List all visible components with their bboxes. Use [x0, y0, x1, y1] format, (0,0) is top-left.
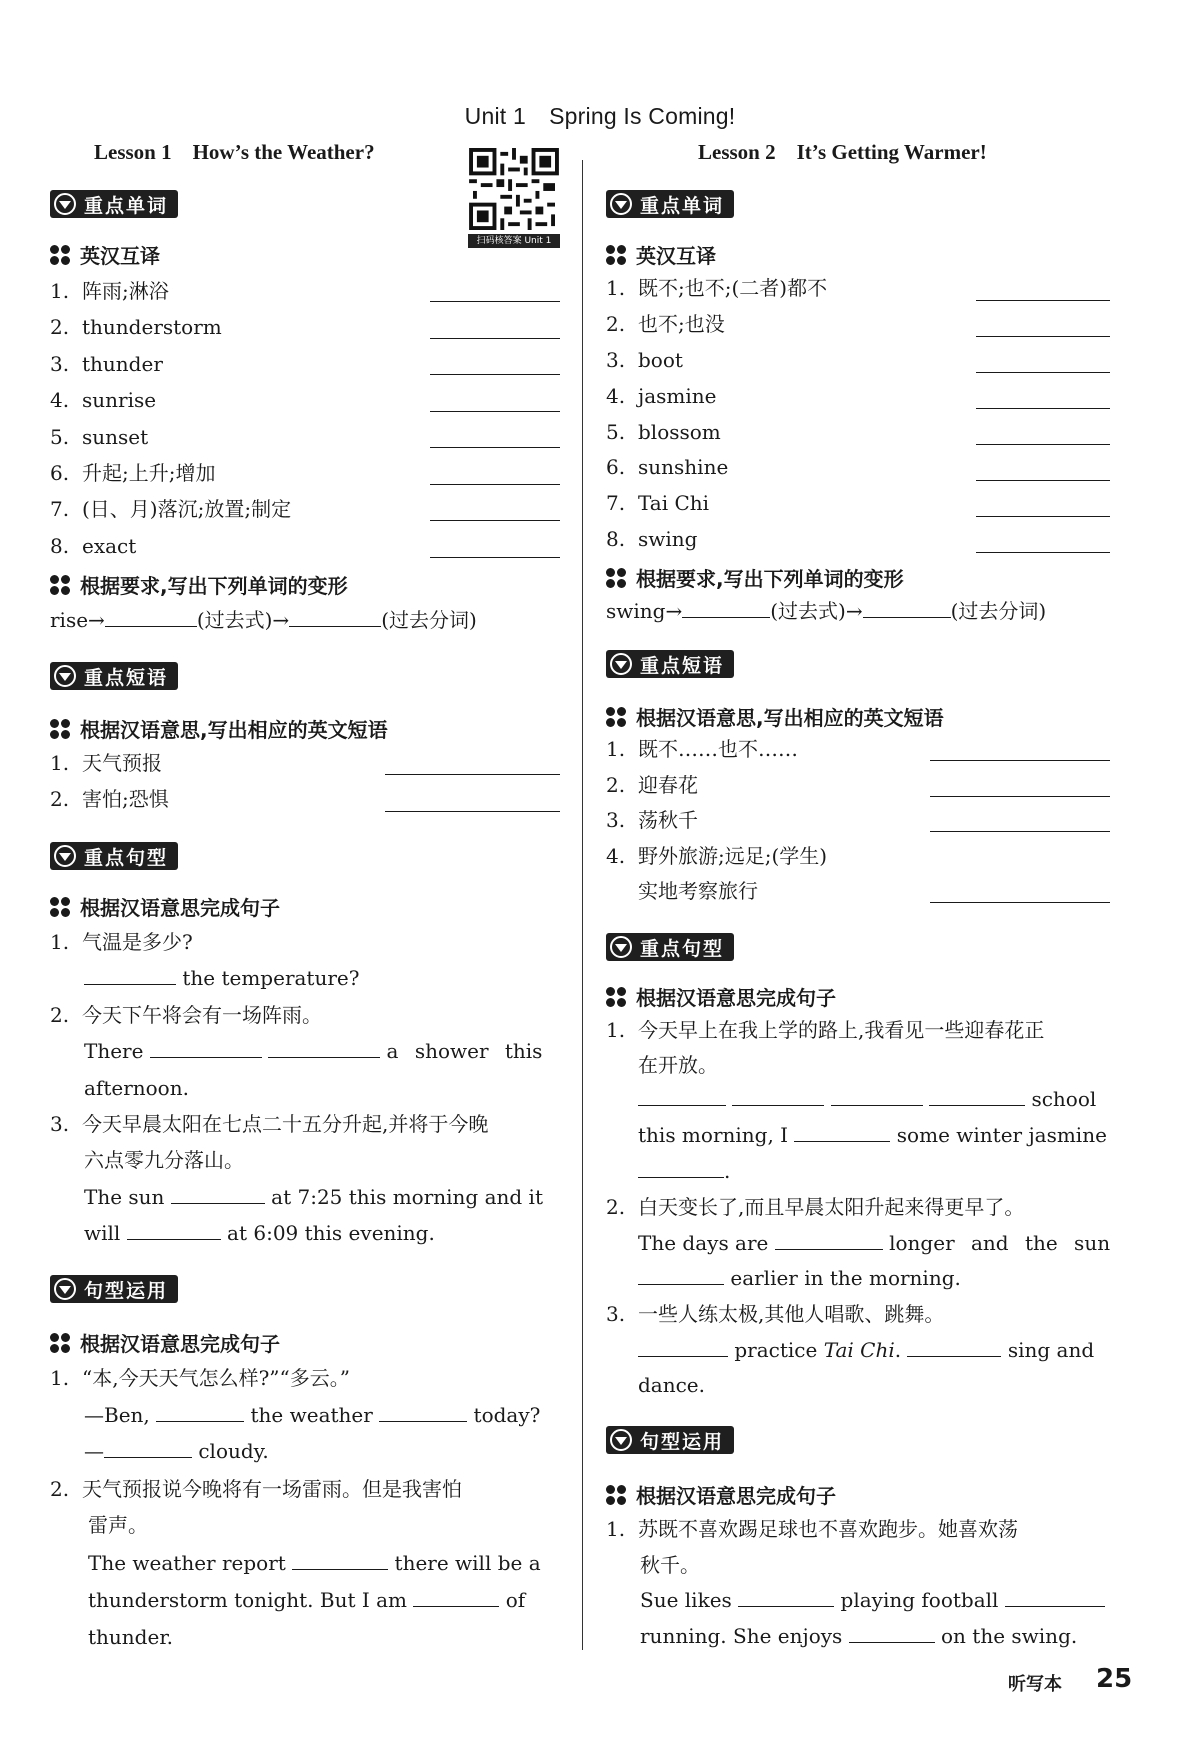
answer-blank[interactable]	[976, 444, 1110, 445]
page-number: 25	[1096, 1664, 1133, 1694]
left-practice-2-en: The weather report there will be a	[88, 1551, 541, 1575]
right-practice-head: 根据汉语意思完成句子	[606, 1480, 836, 1509]
right-sentence-2-en-cont: earlier in the morning.	[638, 1263, 961, 1293]
answer-blank[interactable]	[430, 447, 560, 448]
qr-caption: 扫码核答案 Unit 1	[468, 234, 560, 248]
right-word-item: 2. 也不;也没	[606, 312, 725, 336]
triangle-icon	[610, 653, 632, 675]
answer-blank[interactable]	[1005, 1605, 1105, 1607]
left-word-item: 5. sunset	[50, 425, 149, 449]
clover-icon	[50, 245, 70, 265]
left-forms-head: 根据要求,写出下列单词的变形	[50, 570, 348, 599]
left-sentence-1-en: the temperature?	[84, 963, 359, 993]
left-sentence-3-cn-cont: 六点零九分落山。	[84, 1148, 244, 1172]
right-forms-head: 根据要求,写出下列单词的变形	[606, 563, 904, 592]
left-sentence-1-cn: 1. 气温是多少?	[50, 930, 193, 954]
answer-blank[interactable]	[430, 520, 560, 521]
answer-blank[interactable]	[150, 1056, 262, 1058]
right-word-item: 5. blossom	[606, 420, 721, 444]
answer-blank[interactable]	[976, 480, 1110, 481]
right-sentence-2-cn: 2. 白天变长了,而且早晨太阳升起来得更早了。	[606, 1195, 1025, 1219]
triangle-icon	[610, 936, 632, 958]
answer-blank[interactable]	[976, 300, 1110, 301]
qr-code-icon	[468, 148, 560, 230]
left-word-item: 2. thunderstorm	[50, 315, 222, 339]
answer-blank[interactable]	[638, 1355, 728, 1357]
right-practice-1-cn: 1. 苏既不喜欢踢足球也不喜欢跑步。她喜欢荡	[606, 1517, 1018, 1541]
left-practice-1-en: —Ben, the weather today?	[84, 1403, 541, 1427]
answer-blank[interactable]	[430, 374, 560, 375]
answer-blank[interactable]	[976, 516, 1110, 517]
answer-blank[interactable]	[430, 338, 560, 339]
left-sentence-3-cn: 3. 今天早晨太阳在七点二十五分升起,并将于今晚	[50, 1112, 489, 1136]
right-phrase-item: 4. 野外旅游;远足;(学生)	[606, 844, 828, 868]
left-word-item: 1. 阵雨;淋浴	[50, 279, 169, 303]
lesson-2-title: Lesson 2 It’s Getting Warmer!	[698, 140, 987, 164]
left-forms-line: rise→ (过去式)→ (过去分词)	[50, 608, 477, 632]
left-phrase-item: 1. 天气预报	[50, 751, 162, 775]
left-translate-head: 英汉互译	[50, 240, 160, 269]
left-key-sentences-header: 重点句型	[50, 842, 178, 870]
left-word-item: 7. (日、月)落沉;放置;制定	[50, 497, 292, 521]
answer-blank[interactable]	[156, 1420, 244, 1422]
answer-blank[interactable]	[738, 1605, 834, 1607]
right-word-item: 8. swing	[606, 527, 698, 551]
triangle-icon	[54, 193, 76, 215]
right-sentence-3-en-cont: dance.	[638, 1373, 706, 1397]
answer-blank[interactable]	[929, 1104, 1025, 1106]
answer-blank[interactable]	[930, 760, 1110, 761]
left-sentence-2-en-cont: afternoon.	[84, 1076, 189, 1100]
answer-blank[interactable]	[385, 811, 560, 812]
right-word-item: 3. boot	[606, 348, 683, 372]
left-word-item: 8. exact	[50, 534, 137, 558]
right-key-sentences-header: 重点句型	[606, 933, 734, 961]
clover-icon	[606, 987, 626, 1007]
answer-blank[interactable]	[638, 1283, 724, 1285]
answer-blank[interactable]	[976, 372, 1110, 373]
right-sentence-1-cn: 1. 今天早上在我上学的路上,我看见一些迎春花正	[606, 1018, 1045, 1042]
left-key-words-header: 重点单词	[50, 190, 178, 218]
column-divider	[582, 160, 583, 1650]
left-practice-1-en-cont: — cloudy.	[84, 1439, 269, 1463]
left-phrase-head: 根据汉语意思,写出相应的英文短语	[50, 714, 388, 743]
left-practice-2-cn: 2. 天气预报说今晚将有一场雷雨。但是我害怕	[50, 1477, 462, 1501]
answer-blank[interactable]	[794, 1140, 890, 1142]
answer-blank[interactable]	[930, 902, 1110, 903]
right-word-item: 6. sunshine	[606, 455, 729, 479]
right-phrase-head: 根据汉语意思,写出相应的英文短语	[606, 702, 944, 731]
answer-blank[interactable]	[638, 1104, 726, 1106]
answer-blank[interactable]	[430, 557, 560, 558]
right-key-words-header: 重点单词	[606, 190, 734, 218]
qr-code[interactable]	[468, 148, 560, 244]
answer-blank[interactable]	[976, 552, 1110, 553]
right-practice-1-en: Sue likes playing football	[640, 1585, 1105, 1615]
unit-title: Unit 1 Spring Is Coming!	[464, 103, 736, 129]
clover-icon	[606, 245, 626, 265]
right-sentence-1-cn-cont: 在开放。	[638, 1053, 718, 1077]
answer-blank[interactable]	[104, 1456, 192, 1458]
right-sentence-2-en: The days are longer and the sun	[638, 1231, 1111, 1255]
left-key-phrases-header: 重点短语	[50, 662, 178, 690]
right-sentence-1-en-end: .	[638, 1156, 730, 1186]
right-sentence-practice-header: 句型运用	[606, 1426, 734, 1454]
left-practice-2-cn-cont: 雷声。	[88, 1513, 148, 1537]
right-key-phrases-header: 重点短语	[606, 650, 734, 678]
left-sentence-practice-header: 句型运用	[50, 1275, 178, 1303]
right-phrase-item: 1. 既不……也不……	[606, 737, 798, 761]
answer-blank[interactable]	[379, 1420, 467, 1422]
answer-blank[interactable]	[127, 1238, 221, 1240]
clover-icon	[50, 1333, 70, 1353]
answer-blank[interactable]	[292, 1568, 388, 1570]
left-sentence-2-en: There a shower this	[84, 1039, 543, 1063]
answer-blank[interactable]	[732, 1104, 824, 1106]
answer-blank[interactable]	[430, 411, 560, 412]
left-word-item: 6. 升起;上升;增加	[50, 461, 216, 485]
triangle-icon	[610, 193, 632, 215]
answer-blank[interactable]	[638, 1176, 724, 1178]
left-phrase-item: 2. 害怕;恐惧	[50, 787, 169, 811]
right-phrase-item: 2. 迎春花	[606, 773, 698, 797]
answer-blank[interactable]	[268, 1056, 380, 1058]
right-sentence-1-en: school	[638, 1084, 1096, 1114]
right-practice-1-cn-cont: 秋千。	[640, 1553, 700, 1577]
answer-blank[interactable]	[430, 484, 560, 485]
answer-blank[interactable]	[907, 1355, 1001, 1357]
book-label: 听写本	[1008, 1674, 1062, 1695]
answer-blank[interactable]	[930, 831, 1110, 832]
right-word-item: 1. 既不;也不;(二者)都不	[606, 276, 828, 300]
right-phrase-item: 3. 荡秋千	[606, 808, 698, 832]
left-sentence-3-en: The sun at 7:25 this morning and it	[84, 1185, 543, 1209]
right-word-item: 4. jasmine	[606, 384, 717, 408]
answer-blank[interactable]	[930, 796, 1110, 797]
answer-blank[interactable]	[775, 1248, 883, 1250]
triangle-icon	[54, 665, 76, 687]
right-translate-head: 英汉互译	[606, 240, 716, 269]
right-word-item: 7. Tai Chi	[606, 491, 710, 515]
answer-blank[interactable]	[863, 616, 951, 618]
left-word-item: 3. thunder	[50, 352, 163, 376]
clover-icon	[606, 1485, 626, 1505]
left-sentence-2-cn: 2. 今天下午将会有一场阵雨。	[50, 1003, 322, 1027]
right-sentence-3-cn: 3. 一些人练太极,其他人唱歌、跳舞。	[606, 1302, 945, 1326]
right-sentence-3-en: practice Tai Chi. sing and	[638, 1335, 1094, 1365]
left-practice-2-en-end: thunder.	[88, 1625, 174, 1649]
triangle-icon	[610, 1429, 632, 1451]
answer-blank[interactable]	[831, 1104, 923, 1106]
answer-blank[interactable]	[849, 1641, 935, 1643]
answer-blank[interactable]	[976, 336, 1110, 337]
clover-icon	[606, 707, 626, 727]
clover-icon	[50, 575, 70, 595]
answer-blank[interactable]	[105, 625, 197, 627]
lesson-1-title: Lesson 1 How’s the Weather?	[94, 140, 375, 164]
clover-icon	[50, 719, 70, 739]
left-practice-head: 根据汉语意思完成句子	[50, 1328, 280, 1357]
triangle-icon	[54, 845, 76, 867]
triangle-icon	[54, 1278, 76, 1300]
left-practice-1-cn: 1. “本,今天天气怎么样?”“多云。”	[50, 1366, 350, 1390]
answer-blank[interactable]	[171, 1202, 265, 1204]
answer-blank[interactable]	[682, 616, 770, 618]
answer-blank[interactable]	[289, 625, 381, 627]
answer-blank[interactable]	[976, 408, 1110, 409]
right-phrase-item-cont: 实地考察旅行	[638, 879, 758, 903]
clover-icon	[606, 568, 626, 588]
left-sentence-3-en-cont: will at 6:09 this evening.	[84, 1221, 435, 1245]
left-word-item: 4. sunrise	[50, 388, 157, 412]
right-forms-line: swing→ (过去式)→ (过去分词)	[606, 599, 1047, 623]
left-sent-head: 根据汉语意思完成句子	[50, 892, 280, 921]
answer-blank[interactable]	[430, 301, 560, 302]
left-practice-2-en-cont: thunderstorm tonight. But I am of	[88, 1588, 526, 1612]
right-practice-1-en-cont: running. She enjoys on the swing.	[640, 1624, 1078, 1648]
answer-blank[interactable]	[84, 983, 176, 985]
answer-blank[interactable]	[413, 1605, 499, 1607]
clover-icon	[50, 897, 70, 917]
right-sentence-1-en-cont: this morning, I some winter jasmine	[638, 1123, 1107, 1147]
answer-blank[interactable]	[385, 774, 560, 775]
right-sent-head: 根据汉语意思完成句子	[606, 982, 836, 1011]
